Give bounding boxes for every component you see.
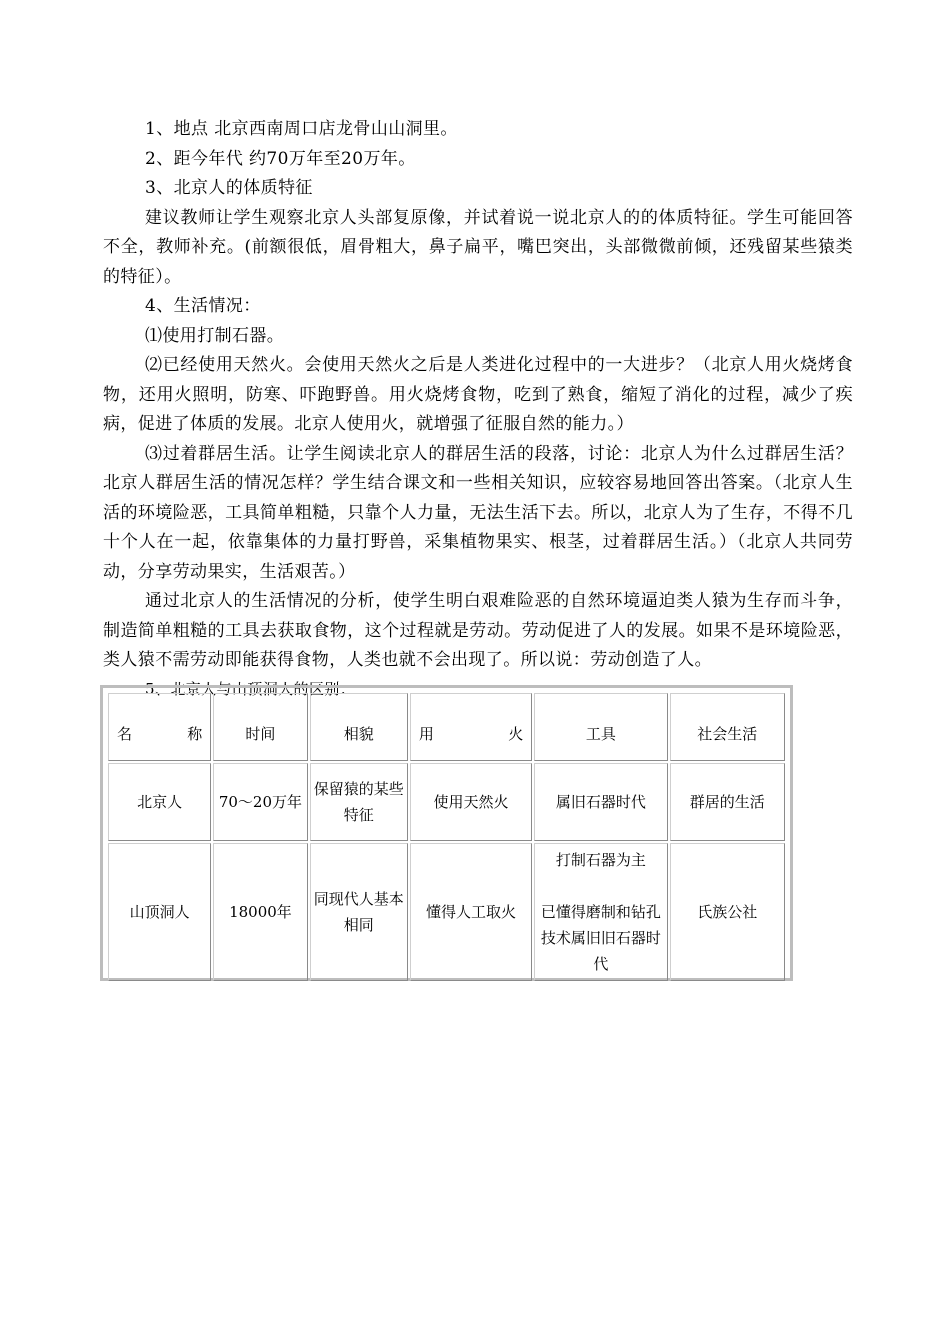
cell-society: 氏族公社: [670, 843, 785, 981]
cell-appearance: 保留猿的某些特征: [310, 763, 408, 841]
cell-time: 70～20万年: [213, 763, 307, 841]
cell-society: 群居的生活: [670, 763, 785, 841]
table-header-row: [108, 693, 785, 761]
cell-tools-gap: [537, 873, 664, 899]
paragraph-age: 2、距今年代 约70万年至20万年。: [145, 148, 416, 169]
header-fire: 用 火: [410, 693, 532, 761]
paragraph-life-heading: 4、生活情况：: [145, 296, 261, 316]
cell-appearance: 同现代人基本相同: [310, 843, 408, 981]
comparison-table: [106, 691, 787, 983]
paragraph-group-life: ⑶过着群居生活。让学生阅读北京人的群居生活的段落，讨论：北京人为什么过群居生活？北京人群居生活的情况怎样？学生结合课文和一些相关知识，应较容易地回答出答案。（北京人生活的环境险恶，工具简单粗糙，只靠个人力量，无法生活下去。所以，北京人为了生存，不得不几十个人在一起，依靠集体的力量打野兽，采集植物果实、根茎，过着群居生活。）（北京人共同劳动，分享劳动果实，生活艰苦。）: [103, 443, 853, 582]
cell-fire: 使用天然火: [410, 763, 532, 841]
cell-name: 北京人: [108, 763, 211, 841]
paragraph-physique-heading: 3、北京人的体质特征: [145, 178, 313, 198]
cell-tools-line-1: 打制石器为主: [555, 851, 646, 869]
cell-fire: 懂得人工取火: [410, 843, 532, 981]
paragraph-fire: ⑵已经使用天然火。会使用天然火之后是人类进化过程中的一大进步？（北京人用火烧烤食物，还用火照明，防寒、吓跑野兽。用火烧烤食物，吃到了熟食，缩短了消化的过程，减少了疾病，促进了体质的发展。北京人使用火，就增强了征服自然的能力。）: [103, 355, 853, 434]
cell-time: 18000年: [213, 843, 307, 981]
paragraph-comparison-heading: 5、北京人与山顶洞人的区别：: [145, 679, 356, 698]
paragraph-location: 1、地点 北京西南周口店龙骨山山洞里。: [145, 119, 458, 139]
table-row: [108, 763, 785, 841]
comparison-table-frame: [100, 685, 793, 981]
header-society: 社会生活: [670, 693, 785, 761]
cell-tools: 属旧石器时代: [534, 763, 667, 841]
header-appearance: 相貌: [310, 693, 408, 761]
cell-tools-line-2: 已懂得磨制和钻孔技术属旧旧石器时代: [540, 903, 661, 973]
paragraph-stone-tools: ⑴使用打制石器。: [145, 325, 285, 346]
cell-tools: [534, 843, 667, 981]
table-row: [108, 843, 785, 981]
document-body: [103, 115, 853, 702]
paragraph-physique-body: 建议教师让学生观察北京人头部复原像，并试着说一说北京人的的体质特征。学生可能回答不全，教师补充。(前额很低，眉骨粗大，鼻子扁平，嘴巴突出，头部微微前倾，还残留某些猿类的特征）。: [103, 207, 853, 287]
header-time: 时间: [213, 693, 307, 761]
paragraph-labor: 通过北京人的生活情况的分析，使学生明白艰难险恶的自然环境逼迫类人猿为生存而斗争，制造简单粗糙的工具去获取食物，这个过程就是劳动。劳动促进了人的发展。如果不是环境险恶，类人猿不需劳动即能获得食物，人类也就不会出现了。所以说：劳动创造了人。: [103, 591, 853, 670]
cell-name: 山顶洞人: [108, 843, 211, 981]
header-tools: 工具: [534, 693, 667, 761]
header-name: 名 称: [108, 693, 211, 761]
